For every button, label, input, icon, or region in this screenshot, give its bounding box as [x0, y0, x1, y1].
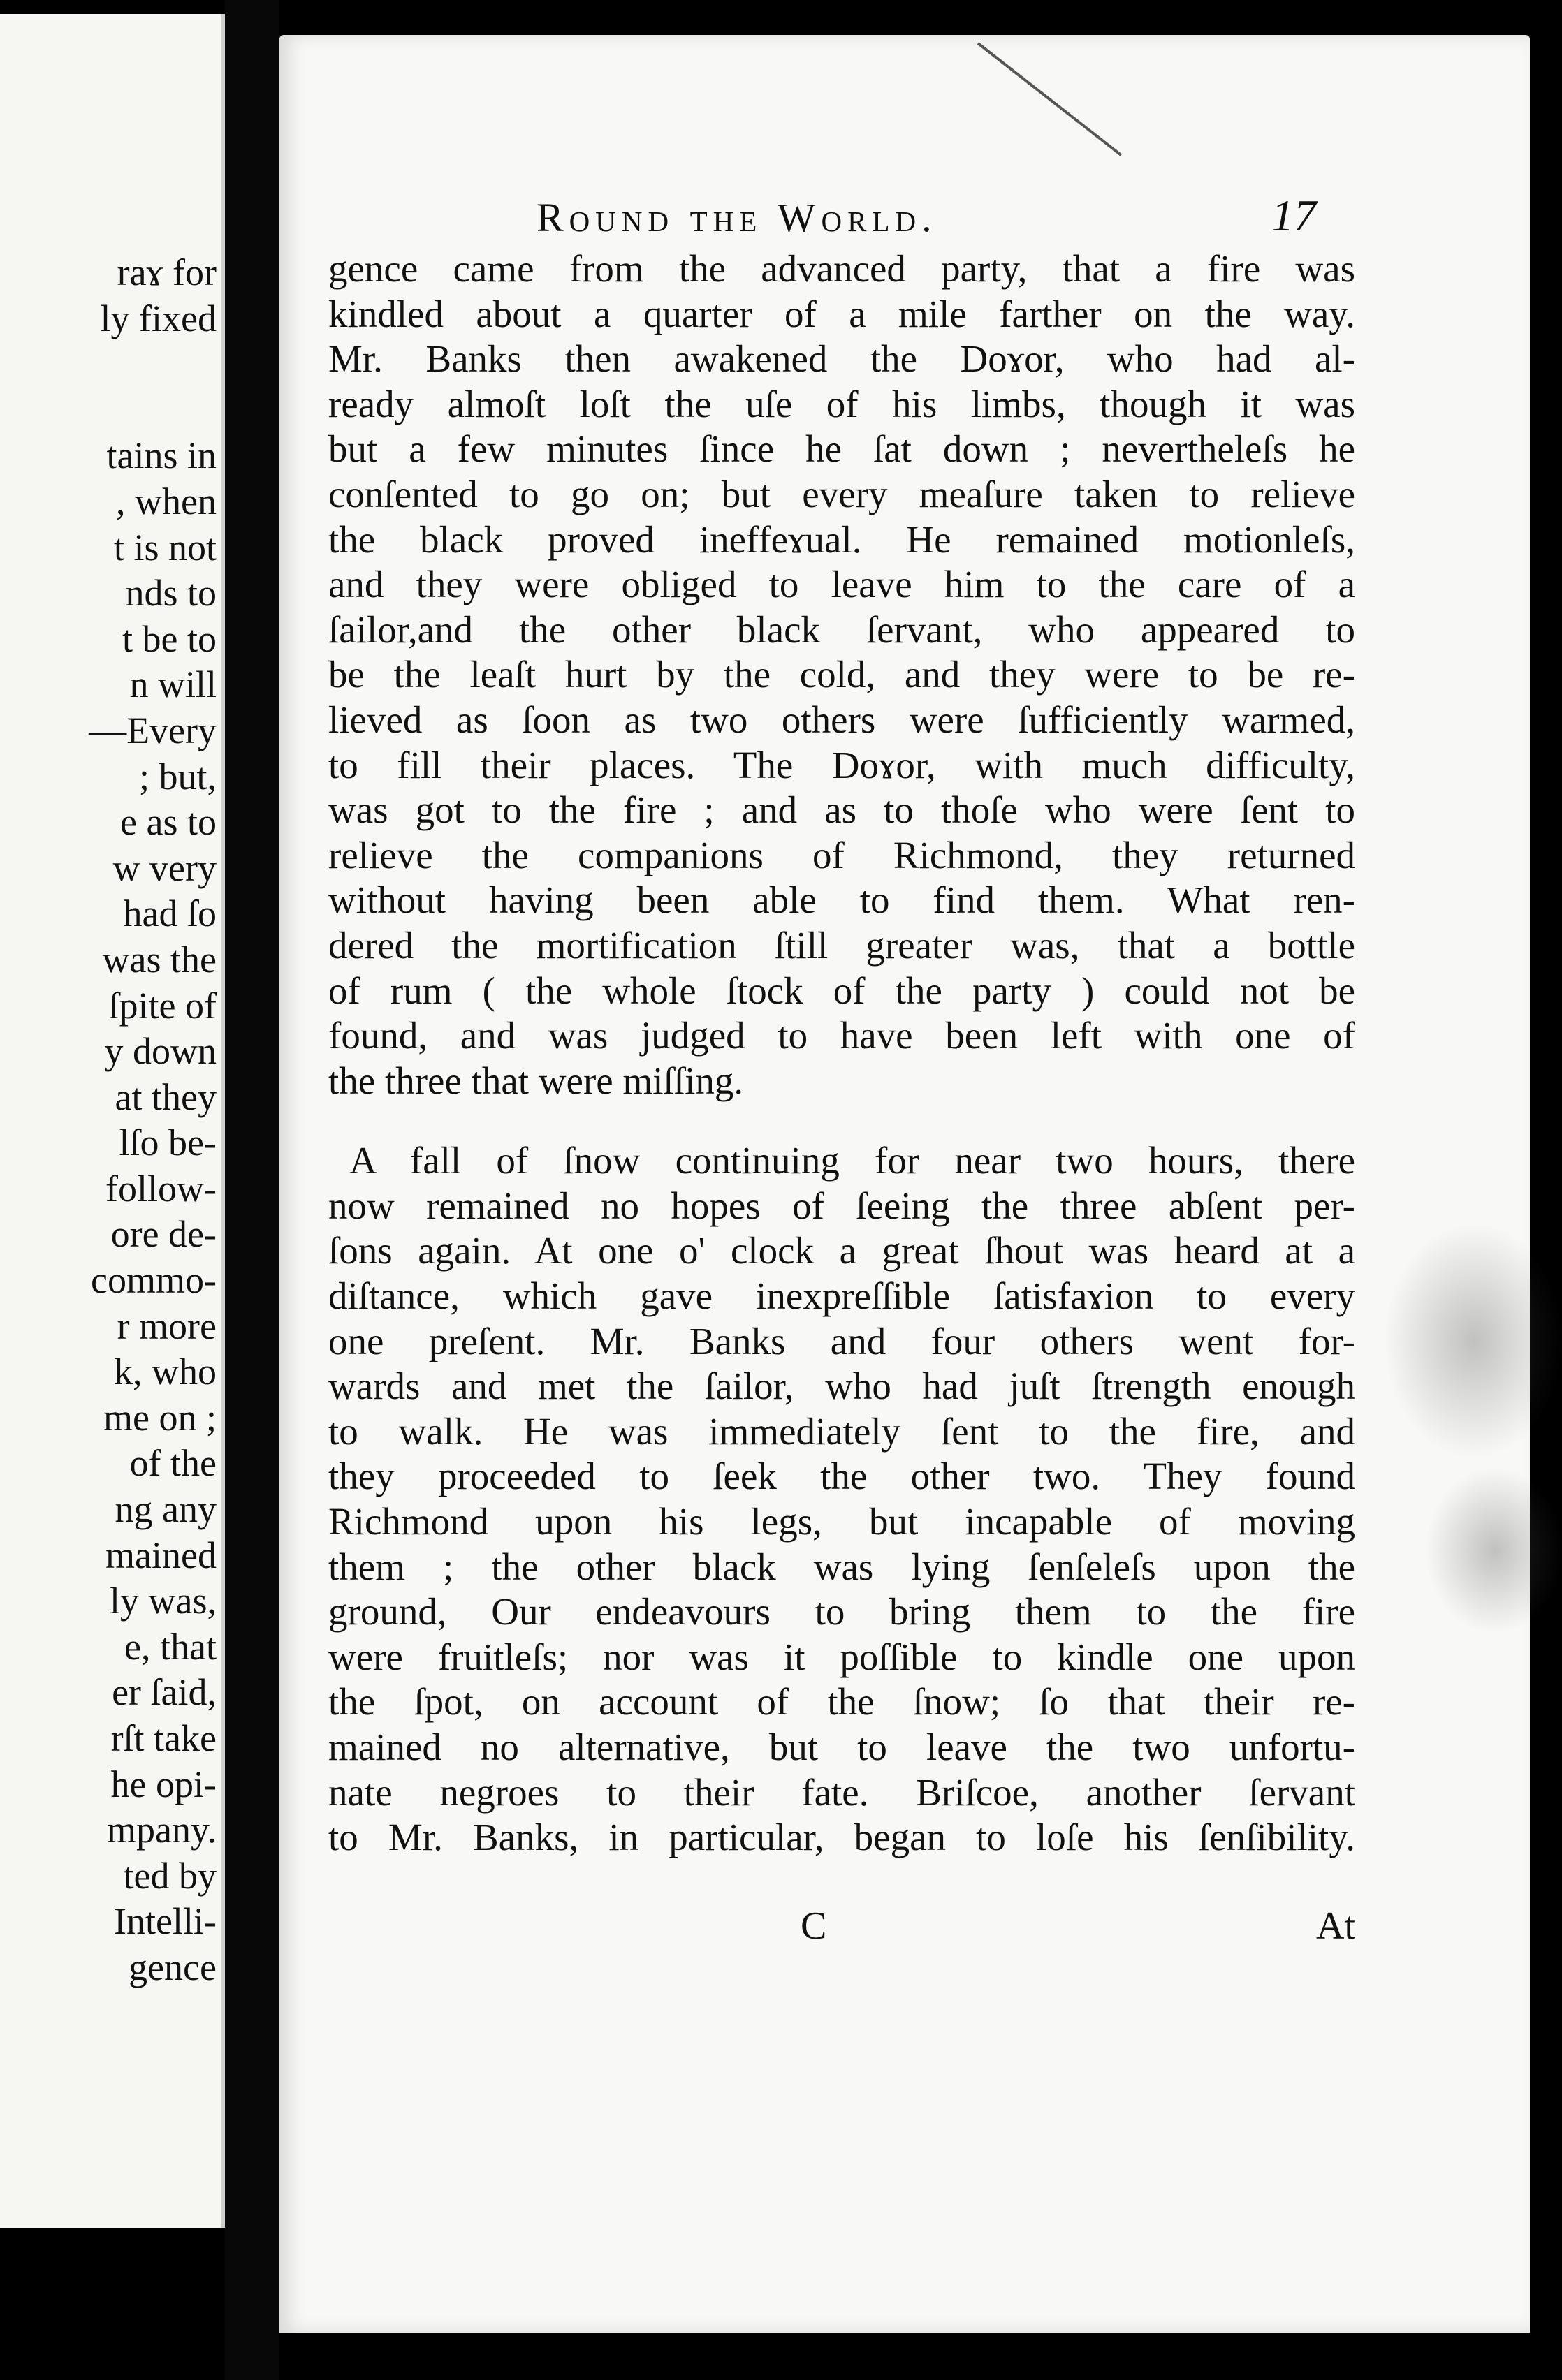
left-line: tains in [106, 434, 217, 477]
left-line: ted by [123, 1854, 217, 1897]
left-line: e as to [120, 801, 217, 844]
text-line: the ſpot, on account of the ſnow; ſo that their re- [328, 1680, 1355, 1724]
ink-smudge [1425, 1467, 1562, 1634]
text-line: wards and met the ſailor, who had juſt ſtrength enough [328, 1365, 1355, 1408]
text-line: they proceeded to ſeek the other two. They found [328, 1455, 1355, 1498]
running-head: Round the World. [537, 195, 937, 240]
text-line: now remained no hopes of ſeeing the three abſent per- [328, 1184, 1355, 1227]
left-line: at they [115, 1075, 217, 1118]
text-line: of rum ( the whole ſtock of the party ) could not be [328, 969, 1355, 1012]
text-line: them ; the other black was lying ſenſeleſs upon the [328, 1545, 1355, 1588]
text-line: dered the mortification ſtill greater was, that a bottle [328, 923, 1355, 967]
left-line: had ſo [123, 892, 217, 935]
text-line: be the leaſt hurt by the cold, and they were to be re- [328, 653, 1355, 696]
left-line: was the [102, 938, 217, 980]
left-line: ng any [115, 1488, 217, 1531]
left-line: mpany. [107, 1809, 217, 1851]
ink-smudge [1383, 1222, 1562, 1460]
text-line: lieved as ſoon as two others were ſufficiently warmed, [328, 698, 1355, 741]
left-line: raɤ for [117, 251, 217, 293]
catchword: At [1316, 1904, 1355, 1948]
left-page-text [89, 250, 217, 1991]
text-line: ready almoſt loſt the uſe of his limbs, though it was [328, 382, 1355, 425]
text-line: the three that were miſſing. [328, 1059, 744, 1102]
text-line: was got to the fire ; and as to thoſe who were ſent to [328, 788, 1355, 832]
left-line: he opi- [110, 1763, 217, 1805]
left-line: t be to [122, 617, 217, 660]
text-line: were fruitleſs; nor was it poſſible to kindle one upon [328, 1635, 1355, 1678]
paragraph [328, 1138, 1355, 1860]
left-line: mained [105, 1534, 217, 1576]
signature-mark: C [801, 1904, 827, 1948]
left-line: w very [112, 846, 217, 889]
left-line: r more [117, 1305, 217, 1347]
left-line: gence [129, 1946, 217, 1988]
left-line: Intelli- [114, 1900, 217, 1943]
left-line: er ſaid, [112, 1671, 217, 1714]
left-line: nds to [125, 572, 217, 615]
left-page [0, 14, 225, 2228]
book-gutter [225, 0, 279, 2380]
page-number: 17 [1271, 191, 1316, 240]
left-line: me on ; [103, 1396, 217, 1439]
text-line: ſailor,and the other black ſervant, who appeared to [328, 608, 1355, 651]
left-line: ly was, [110, 1580, 217, 1622]
paragraph [328, 247, 1355, 1103]
text-line: nate negroes to their fate. Briſcoe, another ſervant [328, 1770, 1355, 1814]
text-line: diſtance, which gave inexpreſſible ſatisfaɤion to every [328, 1275, 1355, 1318]
text-line: to walk. He was immediately ſent to the fire, and [328, 1409, 1355, 1453]
left-line: ; but, [138, 755, 217, 798]
left-line: k, who [114, 1351, 217, 1393]
body-text [328, 247, 1355, 1860]
text-line: and they were obliged to leave him to the care of a [328, 563, 1355, 606]
left-line [89, 388, 217, 434]
text-line: found, and was judged to have been left with one of [328, 1014, 1355, 1057]
left-line: commo- [91, 1259, 217, 1302]
paper-crease [977, 42, 1122, 156]
text-line: to Mr. Banks, in particular, began to loſe his ſenſibility. [328, 1816, 1355, 1859]
text-line: conſented to go on; but every meaſure taken to relieve [328, 472, 1355, 515]
left-line [89, 341, 217, 388]
text-line: one preſent. Mr. Banks and four others went for- [328, 1319, 1355, 1362]
left-line: , when [116, 480, 217, 522]
text-line: gence came from the advanced party, that a fire was [328, 247, 1355, 290]
text-line: relieve the companions of Richmond, they returned [328, 833, 1355, 876]
left-line: y down [104, 1030, 217, 1073]
text-line: to fill their places. The Doɤor, with much difficulty, [328, 743, 1355, 786]
text-line: but a few minutes ſince he ſat down ; nevertheleſs he [328, 427, 1355, 471]
text-line: kindled about a quarter of a mile farther on the way. [328, 292, 1355, 335]
text-line: ground, Our endeavours to bring them to the fire [328, 1590, 1355, 1633]
left-line: n will [129, 663, 217, 706]
text-line: the black proved ineffeɤual. He remained motionleſs, [328, 517, 1355, 561]
text-line: mained no alternative, but to leave the two unfortu- [328, 1726, 1355, 1768]
left-line: lſo be- [119, 1122, 217, 1164]
left-line: ſpite of [108, 984, 217, 1027]
left-line: e, that [124, 1625, 217, 1668]
left-line: t is not [113, 526, 217, 568]
left-line: follow- [105, 1167, 217, 1210]
left-line: —Every [89, 709, 217, 751]
text-line: ſons again. At one o' clock a great ſhout was heard at a [328, 1229, 1355, 1272]
left-line: of the [129, 1442, 217, 1485]
left-line: ly fixed [100, 297, 217, 339]
text-line: without having been able to find them. What ren- [328, 879, 1355, 922]
text-line: A fall of ſnow continuing for near two hours, there [349, 1139, 1355, 1182]
left-line: ore de- [110, 1213, 217, 1256]
page-footer [328, 1904, 1355, 1953]
text-line: Mr. Banks then awakened the Doɤor, who had al- [328, 337, 1355, 381]
left-line: rſt take [110, 1717, 217, 1759]
text-line: Richmond upon his legs, but incapable of moving [328, 1500, 1355, 1543]
